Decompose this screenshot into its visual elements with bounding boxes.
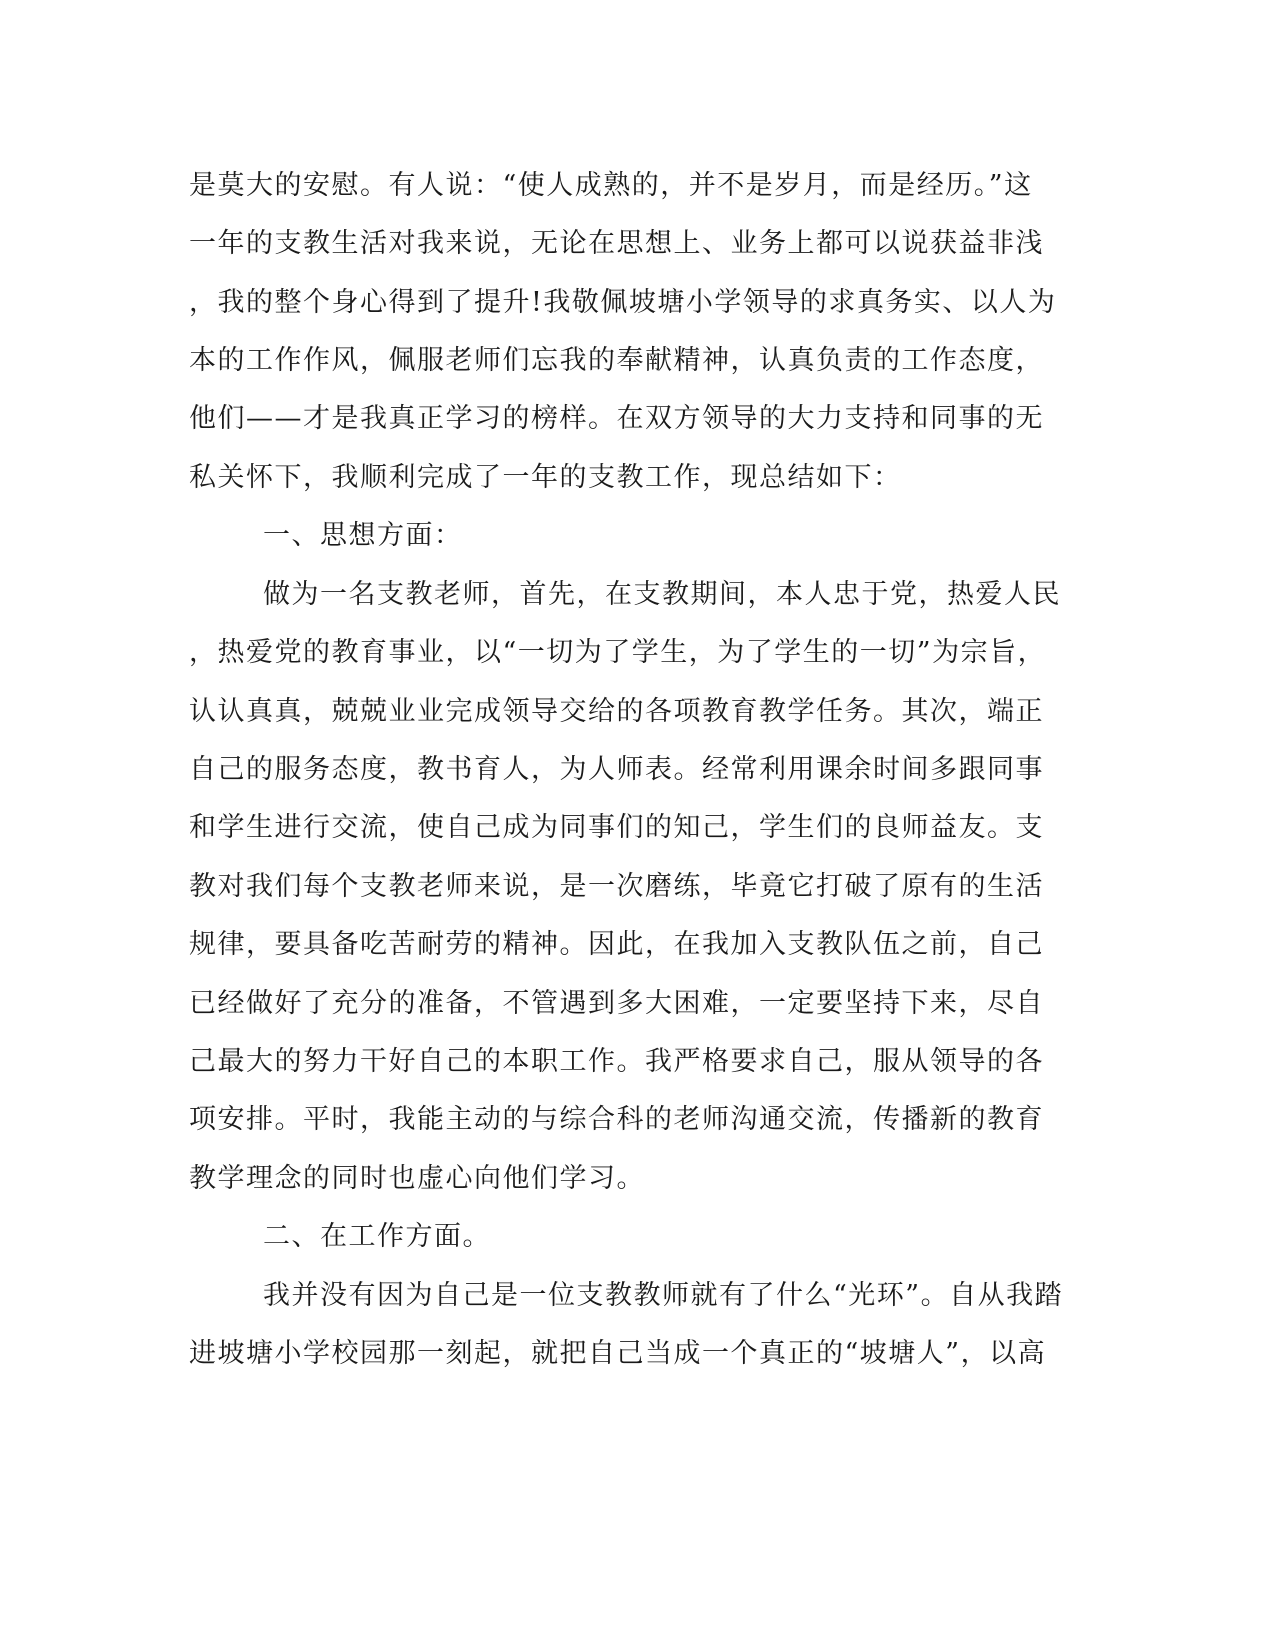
- paragraph-line: 进坡塘小学校园那一刻起，就把自己当成一个真正的“坡塘人”，以高: [189, 1338, 1047, 1369]
- paragraph-line: 教学理念的同时也虚心向他们学习。: [189, 1163, 645, 1194]
- paragraph-line: 认认真真，兢兢业业完成领导交给的各项教育教学任务。其次，端正: [189, 696, 1044, 727]
- paragraph-line: 和学生进行交流，使自己成为同事们的知己，学生们的良师益友。支: [189, 812, 1044, 843]
- paragraph-line: 项安排。平时，我能主动的与综合科的老师沟通交流，传播新的教育: [189, 1104, 1044, 1135]
- paragraph-line: 做为一名支教老师，首先，在支教期间，本人忠于党，热爱人民: [263, 579, 1061, 610]
- paragraph-line: 己最大的努力干好自己的本职工作。我严格要求自己，服从领导的各: [189, 1046, 1044, 1077]
- paragraph-line: 已经做好了充分的准备，不管遇到多大困难，一定要坚持下来，尽自: [189, 988, 1044, 1019]
- section-heading: 一、思想方面：: [263, 520, 463, 551]
- paragraph-line: 是莫大的安慰。有人说：“使人成熟的，并不是岁月，而是经历。”这: [189, 170, 1033, 201]
- paragraph-line: 他们——才是我真正学习的榜样。在双方领导的大力支持和同事的无: [189, 403, 1044, 434]
- paragraph-line: 私关怀下，我顺利完成了一年的支教工作，现总结如下：: [189, 462, 902, 493]
- paragraph-line: ，我的整个身心得到了提升!我敬佩坡塘小学领导的求真务实、以人为: [189, 287, 1057, 318]
- paragraph-line: 规律，要具备吃苦耐劳的精神。因此，在我加入支教队伍之前，自己: [189, 929, 1044, 960]
- paragraph-line: 教对我们每个支教老师来说，是一次磨练，毕竟它打破了原有的生活: [189, 871, 1044, 902]
- paragraph-line: 我并没有因为自己是一位支教教师就有了什么“光环”。自从我踏: [263, 1280, 1064, 1311]
- paragraph-line: 本的工作作风，佩服老师们忘我的奉献精神，认真负责的工作态度，: [189, 345, 1044, 376]
- paragraph-line: 自己的服务态度，教书育人，为人师表。经常利用课余时间多跟同事: [189, 754, 1044, 785]
- section-heading: 二、在工作方面。: [263, 1221, 491, 1252]
- paragraph-line: ，热爱党的教育事业，以“一切为了学生，为了学生的一切”为宗旨，: [189, 637, 1047, 668]
- paragraph-line: 一年的支教生活对我来说，无论在思想上、业务上都可以说获益非浅: [189, 228, 1044, 259]
